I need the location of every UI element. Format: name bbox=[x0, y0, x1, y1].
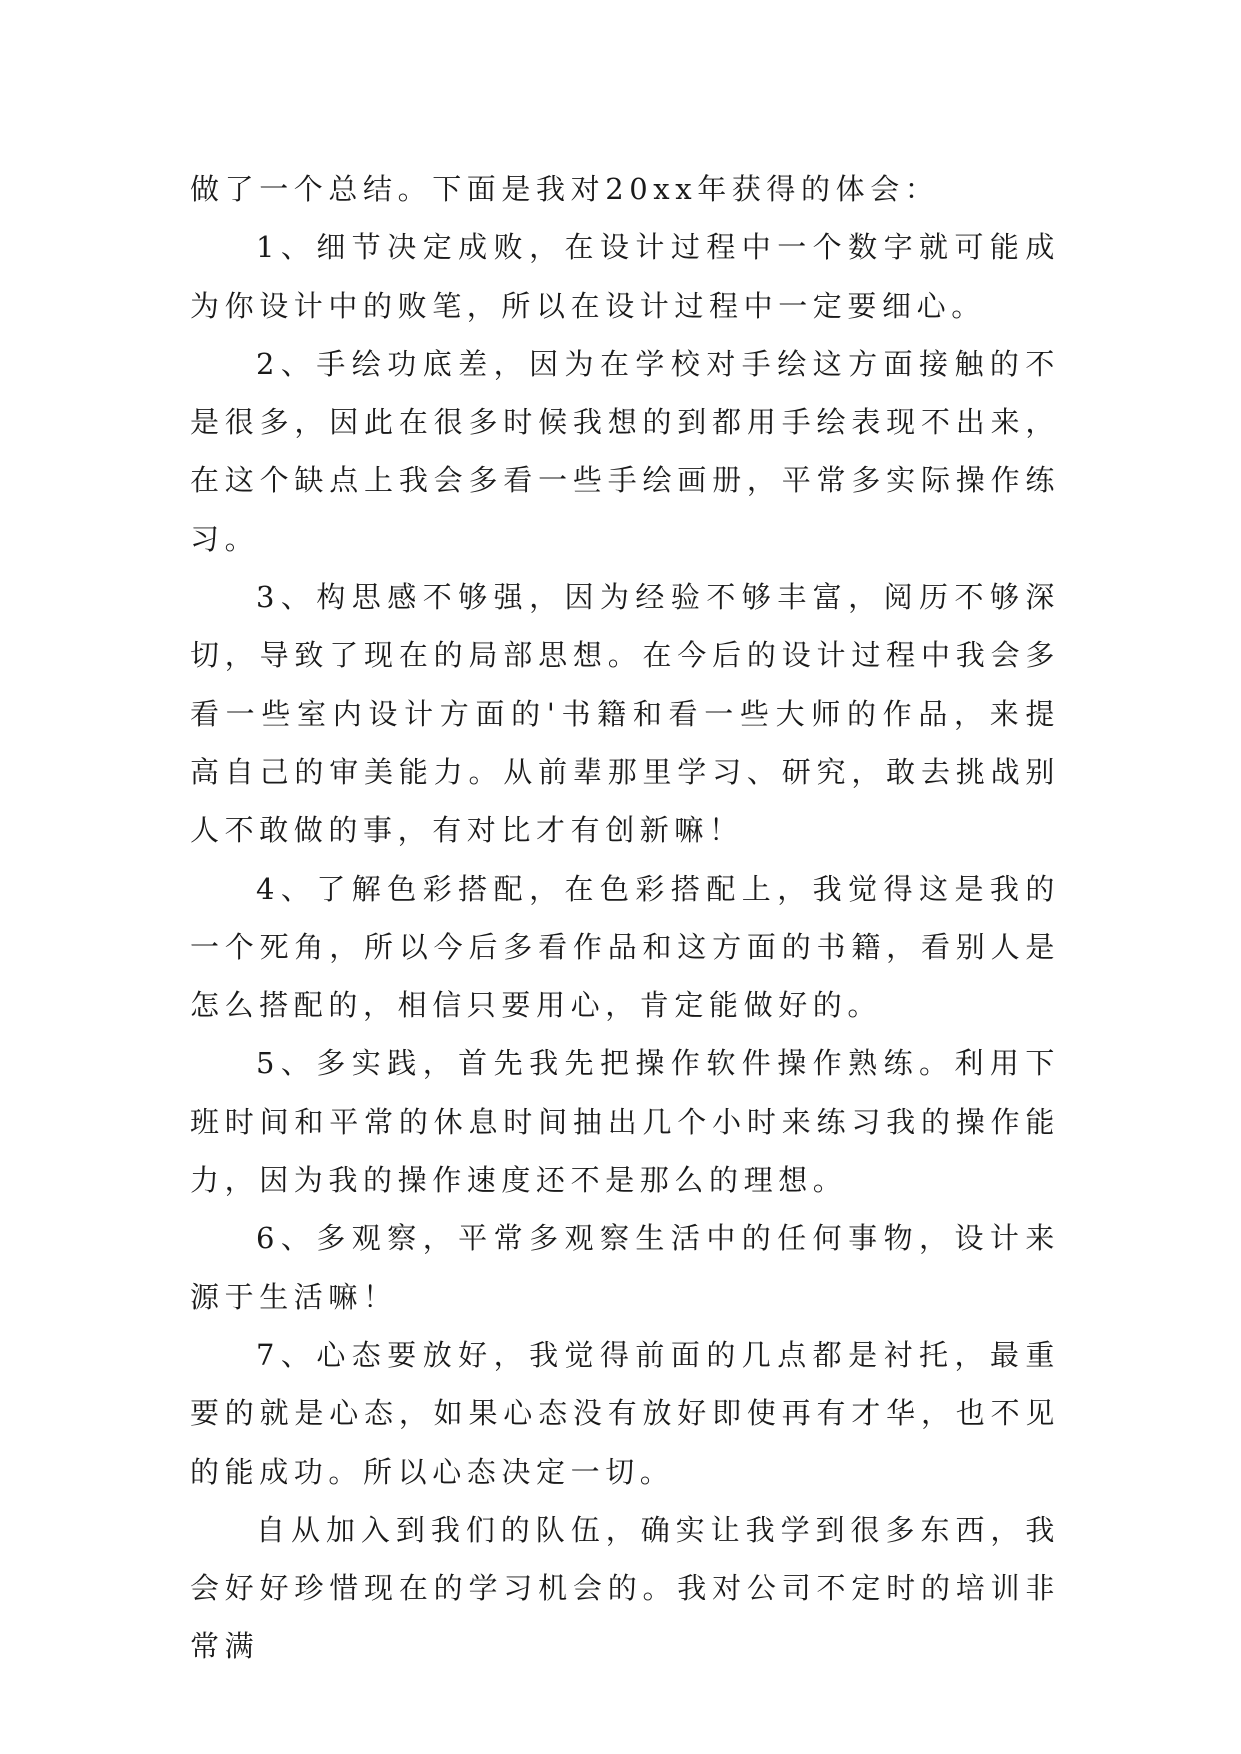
paragraph-point-4: 4、了解色彩搭配，在色彩搭配上，我觉得这是我的一个死角，所以今后多看作品和这方面的书籍，看别人是怎么搭配的，相信只要用心，肯定能做好的。 bbox=[190, 871, 1060, 1023]
paragraph-intro: 做了一个总结。下面是我对20xx年获得的体会： bbox=[190, 172, 940, 206]
paragraph-closing: 自从加入到我们的队伍，确实让我学到很多东西，我会好好珍惜现在的学习机会的。我对公司不定时的培训非常满 bbox=[190, 1512, 1060, 1664]
paragraph-point-3: 3、构思感不够强，因为经验不够丰富，阅历不够深切，导致了现在的局部思想。在今后的设计过程中我会多看一些室内设计方面的'书籍和看一些大师的作品，来提高自己的审美能力。从前辈那里学习、研究，敢去挑战别人不敢做的事，有对比才有创新嘛！ bbox=[190, 580, 1060, 848]
paragraph-point-7: 7、心态要放好，我觉得前面的几点都是衬托，最重要的就是心态，如果心态没有放好即使再有才华，也不见的能成功。所以心态决定一切。 bbox=[190, 1337, 1060, 1489]
document-body bbox=[190, 160, 1060, 1676]
paragraph-point-6: 6、多观察，平常多观察生活中的任何事物，设计来源于生活嘛！ bbox=[190, 1221, 1060, 1314]
paragraph-point-5: 5、多实践，首先我先把操作软件操作熟练。利用下班时间和平常的休息时间抽出几个小时来练习我的操作能力，因为我的操作速度还不是那么的理想。 bbox=[190, 1046, 1060, 1198]
paragraph-point-2: 2、手绘功底差，因为在学校对手绘这方面接触的不是很多，因此在很多时候我想的到都用手绘表现不出来，在这个缺点上我会多看一些手绘画册，平常多实际操作练习。 bbox=[190, 346, 1060, 556]
paragraph-point-1: 1、细节决定成败，在设计过程中一个数字就可能成为你设计中的败笔，所以在设计过程中一定要细心。 bbox=[190, 230, 1060, 323]
